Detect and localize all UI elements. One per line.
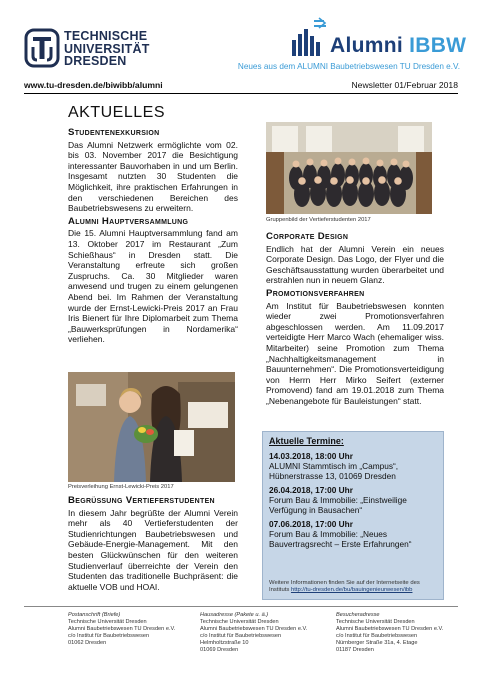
newsletter-issue: Newsletter 01/Februar 2018 [351, 80, 458, 90]
termin-text-2: Forum Bau & Immobilie: „Einstweilige Verfügung in Bausachen“ [269, 495, 407, 515]
termine-heading: Aktuelle Termine: [269, 436, 344, 446]
termin-text-3: Forum Bau & Immobilie: „Neues Bauvertragsrecht – Erste Erfahrungen“ [269, 529, 412, 549]
institute-link[interactable]: http://tu-dresden.de/bu/bauingenieurwesen/ibb [290, 586, 413, 593]
group-photo [266, 122, 432, 214]
footer-line: Technische Universität Dresden [68, 619, 147, 626]
heading-corporate-design: Corporate Design [266, 231, 349, 242]
url-row [24, 80, 458, 90]
footer-line: c/o Institut für Baubetriebswesen [68, 633, 150, 640]
footer-divider [24, 606, 458, 607]
group-photo-caption: Gruppenbild der Vertieferstudenten 2017 [266, 217, 371, 223]
left-column-lower [68, 496, 238, 594]
tud-wordmark [64, 30, 150, 68]
tud-line-1: TECHNISCHE [64, 29, 148, 43]
left-column [68, 128, 238, 347]
termine-box [262, 431, 444, 600]
footer-title: Postanschrift (Briefe) [68, 612, 121, 618]
award-photo [68, 372, 235, 482]
footer-line: Technische Universität Dresden [200, 619, 279, 626]
footer-line: Alumni Baubetriebswesen TU Dresden e.V. [200, 626, 308, 633]
footer-line: Nürnberger Straße 31a, 4. Etage [336, 640, 418, 647]
footer-postanschrift [68, 612, 198, 647]
tud-logo-icon [24, 28, 60, 68]
footer-line: c/o Institut für Baubetriebswesen [200, 633, 282, 640]
footer-line: c/o Institut für Baubetriebswesen [336, 633, 418, 640]
footer-line: Helmholtzstraße 10 [200, 640, 249, 647]
alumni-title [330, 34, 466, 58]
termin-date-2: 26.04.2018, 17:00 Uhr [269, 485, 353, 495]
footer-line: 01187 Dresden [336, 647, 374, 654]
footer-line: 01062 Dresden [68, 640, 107, 647]
heading-promotionsverfahren: Promotionsverfahren [266, 287, 365, 299]
footer-title: Besucheradresse [336, 612, 380, 618]
alumni-logo-icon [288, 16, 328, 58]
footer-line: Alumni Baubetriebswesen TU Dresden e.V. [336, 626, 444, 633]
heading-hauptversammlung: Alumni Hauptversammlung [68, 215, 189, 227]
termine-info-text: Weitere Informationen finden Sie auf der Internetseite des Instituts [269, 579, 420, 593]
footer-line: 01069 Dresden [200, 647, 239, 654]
termin-text-1: ALUMNI Stammtisch im „Campus“, Hübnerstrasse 13, 01069 Dresden [269, 461, 399, 481]
right-column [266, 232, 444, 409]
section-title: AKTUELLES [68, 104, 165, 121]
termin-date-3: 07.06.2018, 17:00 Uhr [269, 519, 353, 529]
tagline: Neues aus dem ALUMNI Baubetriebswesen TU Dresden e.V. [237, 62, 460, 71]
text-begruessung: In diesem Jahr begrüßte der Alumni Verein mehr als 40 Vertieferstudenten der Studienrichtungen Baubetriebswesen und Gebäude-Energie-Management. Mit den besten Glückwünschen für den weiteren Studienverlauf überreichte der Verein den Studenten das traditionelle Buchpräsent: die aktuelle VOB und HOAI. [68, 507, 238, 592]
text-studentenexkursion: Das Alumni Netzwerk ermöglichte vom 02. bis 03. November 2017 die Besichtigung interessanter Bauvorhaben in und um Berlin. Insgesamt nutzten 30 Studenten die Möglichkeit, ihre praktischen Erfahrungen in den verschiedenen Bereichen des Baubetriebswesens zu erweitern. [68, 139, 238, 214]
text-hauptversammlung: Die 15. Alumni Hauptversammlung fand am 13. Oktober 2017 im Restaurant „Zum Schießhaus“ in Dresden statt. Die Veranstaltung erfreute sich großen Zuspruchs. Ca. 30 Mitglieder waren anwesend und trugen zu einem gelungenen Abend bei. Im Rahmen der Veranstaltung wurde der Ernst-Lewicki-Preis 2017 an Frau Iris Bienert für Ihre Diplomarbeit zum Thema „Bauwerksprüfungen in Nordamerika“ verliehen. [68, 228, 238, 345]
footer-besucheradresse [336, 612, 462, 655]
footer-line: Alumni Baubetriebswesen TU Dresden e.V. [68, 626, 176, 633]
footer-hausadresse [200, 612, 332, 655]
text-corporate-design: Endlich hat der Alumni Verein ein neues Corporate Design. Das Logo, der Flyer und die Geschäftsausstattung wurden überarbeitet und erstrahlen nun in neuem Glanz. [266, 243, 444, 286]
heading-begruessung: Begrüßung Vertieferstudenten [68, 495, 215, 506]
text-promotionsverfahren: Am Institut für Baubetriebswesen konnten wieder zwei Promotionsverfahren abgeschlossen werden. Am 11.09.2017 verteidigte Herr Marco Wach (ehemaliger wiss. Mitarbeiter) seine Promotion zum Thema „Nachhaltigkeitsmanagement in Bauunternehmen“. Die Promotionsverteidigung von Herrn Herr Mirko Seifert (externer Promovend) fand am 19.01.2018 zum Thema „Nebenangebote für Bauleistungen“ statt. [266, 300, 444, 406]
award-photo-caption: Preisverleihung Ernst-Lewicki-Preis 2017 [68, 484, 174, 490]
alumni-org: IBBW [409, 34, 467, 57]
termine-info [269, 580, 437, 594]
heading-studentenexkursion: Studentenexkursion [68, 127, 160, 138]
termin-date-1: 14.03.2018, 18:00 Uhr [269, 451, 353, 461]
tud-line-3: DRESDEN [64, 54, 127, 68]
footer-line: Technische Universität Dresden [336, 619, 415, 626]
header-divider [24, 93, 458, 94]
alumni-word: Alumni [330, 34, 403, 57]
website-link[interactable]: www.tu-dresden.de/biwibb/alumni [24, 80, 163, 90]
tud-line-2: UNIVERSITÄT [64, 41, 150, 56]
footer-title: Hausadresse (Pakete u. ä.) [200, 612, 269, 618]
